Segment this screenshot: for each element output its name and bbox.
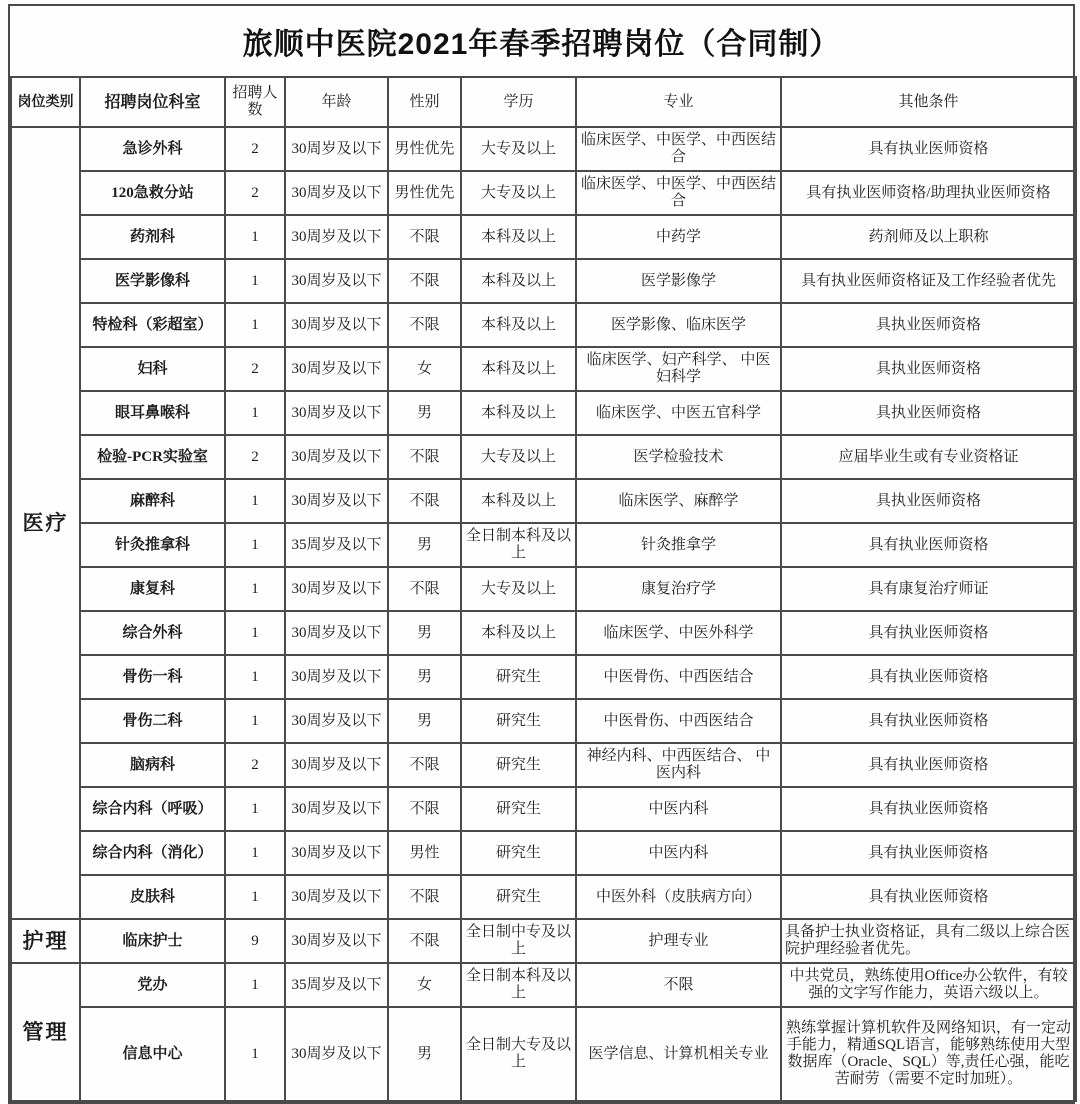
other-cell: 具执业医师资格 <box>781 391 1076 435</box>
education-cell: 本科及以上 <box>461 303 576 347</box>
education-cell: 研究生 <box>461 831 576 875</box>
other-cell: 具有执业医师资格 <box>781 655 1076 699</box>
table-row <box>11 787 1076 831</box>
dept-cell: 党办 <box>80 963 225 1007</box>
dept-cell: 特检科（彩超室） <box>80 303 225 347</box>
table-row <box>11 611 1076 655</box>
age-cell: 30周岁及以下 <box>285 743 388 787</box>
count-cell: 1 <box>225 875 285 919</box>
count-cell: 1 <box>225 831 285 875</box>
count-cell: 1 <box>225 963 285 1007</box>
gender-cell: 不限 <box>388 875 461 919</box>
category-cell: 管理 <box>11 963 80 1101</box>
education-cell: 全日制本科及以上 <box>461 963 576 1007</box>
education-cell: 本科及以上 <box>461 347 576 391</box>
other-cell: 应届毕业生或有专业资格证 <box>781 435 1076 479</box>
table-row <box>11 215 1076 259</box>
education-cell: 全日制大专及以上 <box>461 1007 576 1101</box>
job-table <box>10 76 1077 1102</box>
category-cell: 医疗 <box>11 127 80 919</box>
major-cell: 针灸推拿学 <box>576 523 781 567</box>
education-cell: 研究生 <box>461 787 576 831</box>
dept-cell: 药剂科 <box>80 215 225 259</box>
dept-cell: 信息中心 <box>80 1007 225 1101</box>
other-cell: 具有执业医师资格 <box>781 875 1076 919</box>
major-cell: 医学信息、计算机相关专业 <box>576 1007 781 1101</box>
dept-cell: 综合内科（消化） <box>80 831 225 875</box>
other-cell: 药剂师及以上职称 <box>781 215 1076 259</box>
gender-cell: 男性 <box>388 831 461 875</box>
age-cell: 30周岁及以下 <box>285 127 388 171</box>
other-cell: 具有执业医师资格/助理执业医师资格 <box>781 171 1076 215</box>
table-row <box>11 963 1076 1007</box>
table-row <box>11 743 1076 787</box>
major-cell: 临床医学、麻醉学 <box>576 479 781 523</box>
dept-cell: 120急救分站 <box>80 171 225 215</box>
other-cell: 具有康复治疗师证 <box>781 567 1076 611</box>
age-cell: 30周岁及以下 <box>285 655 388 699</box>
major-cell: 神经内科、中西医结合、 中医内科 <box>576 743 781 787</box>
education-cell: 研究生 <box>461 743 576 787</box>
table-row <box>11 435 1076 479</box>
age-cell: 30周岁及以下 <box>285 699 388 743</box>
other-cell: 具有执业医师资格证及工作经验者优先 <box>781 259 1076 303</box>
gender-cell: 不限 <box>388 215 461 259</box>
gender-cell: 男 <box>388 391 461 435</box>
education-cell: 全日制中专及以上 <box>461 919 576 963</box>
dept-cell: 骨伤一科 <box>80 655 225 699</box>
major-cell: 临床医学、中医外科学 <box>576 611 781 655</box>
education-cell: 大专及以上 <box>461 127 576 171</box>
education-cell: 研究生 <box>461 655 576 699</box>
category-cell: 护理 <box>11 919 80 963</box>
dept-cell: 康复科 <box>80 567 225 611</box>
header-cell: 其他条件 <box>781 77 1076 127</box>
dept-cell: 针灸推拿科 <box>80 523 225 567</box>
gender-cell: 男 <box>388 699 461 743</box>
major-cell: 中医内科 <box>576 787 781 831</box>
dept-cell: 综合外科 <box>80 611 225 655</box>
age-cell: 30周岁及以下 <box>285 391 388 435</box>
table-row <box>11 171 1076 215</box>
gender-cell: 男性优先 <box>388 127 461 171</box>
dept-cell: 医学影像科 <box>80 259 225 303</box>
count-cell: 1 <box>225 259 285 303</box>
other-cell: 具执业医师资格 <box>781 303 1076 347</box>
education-cell: 本科及以上 <box>461 391 576 435</box>
gender-cell: 不限 <box>388 479 461 523</box>
page-title: 旅顺中医院2021年春季招聘岗位（合同制） <box>242 28 841 61</box>
major-cell: 医学影像学 <box>576 259 781 303</box>
header-row <box>11 77 1076 127</box>
other-cell: 具备护士执业资格证，具有二级以上综合医院护理经验者优先。 <box>781 919 1076 963</box>
dept-cell: 妇科 <box>80 347 225 391</box>
age-cell: 30周岁及以下 <box>285 259 388 303</box>
age-cell: 30周岁及以下 <box>285 831 388 875</box>
education-cell: 全日制本科及以上 <box>461 523 576 567</box>
education-cell: 本科及以上 <box>461 611 576 655</box>
gender-cell: 男 <box>388 611 461 655</box>
gender-cell: 男 <box>388 523 461 567</box>
gender-cell: 不限 <box>388 567 461 611</box>
header-cell: 专业 <box>576 77 781 127</box>
gender-cell: 不限 <box>388 919 461 963</box>
table-row <box>11 259 1076 303</box>
gender-cell: 女 <box>388 347 461 391</box>
other-cell: 具执业医师资格 <box>781 347 1076 391</box>
other-cell: 具有执业医师资格 <box>781 127 1076 171</box>
gender-cell: 男 <box>388 655 461 699</box>
age-cell: 30周岁及以下 <box>285 171 388 215</box>
other-cell: 具有执业医师资格 <box>781 611 1076 655</box>
age-cell: 35周岁及以下 <box>285 523 388 567</box>
major-cell: 临床医学、中医学、中西医结合 <box>576 127 781 171</box>
gender-cell: 不限 <box>388 787 461 831</box>
recruitment-sheet <box>8 4 1075 1104</box>
age-cell: 30周岁及以下 <box>285 611 388 655</box>
dept-cell: 综合内科（呼吸） <box>80 787 225 831</box>
table-row <box>11 303 1076 347</box>
count-cell: 1 <box>225 611 285 655</box>
age-cell: 30周岁及以下 <box>285 787 388 831</box>
count-cell: 1 <box>225 479 285 523</box>
table-row <box>11 347 1076 391</box>
age-cell: 35周岁及以下 <box>285 963 388 1007</box>
count-cell: 1 <box>225 567 285 611</box>
count-cell: 2 <box>225 127 285 171</box>
table-row <box>11 919 1076 963</box>
count-cell: 1 <box>225 1007 285 1101</box>
count-cell: 1 <box>225 787 285 831</box>
gender-cell: 女 <box>388 963 461 1007</box>
age-cell: 30周岁及以下 <box>285 479 388 523</box>
major-cell: 中医骨伤、中西医结合 <box>576 655 781 699</box>
header-cell: 年龄 <box>285 77 388 127</box>
dept-cell: 急诊外科 <box>80 127 225 171</box>
table-row <box>11 655 1076 699</box>
education-cell: 研究生 <box>461 875 576 919</box>
count-cell: 1 <box>225 699 285 743</box>
gender-cell: 不限 <box>388 435 461 479</box>
major-cell: 康复治疗学 <box>576 567 781 611</box>
other-cell: 具有执业医师资格 <box>781 831 1076 875</box>
major-cell: 中医外科（皮肤病方向） <box>576 875 781 919</box>
count-cell: 2 <box>225 743 285 787</box>
table-row <box>11 127 1076 171</box>
age-cell: 30周岁及以下 <box>285 215 388 259</box>
dept-cell: 麻醉科 <box>80 479 225 523</box>
dept-cell: 临床护士 <box>80 919 225 963</box>
education-cell: 本科及以上 <box>461 479 576 523</box>
count-cell: 2 <box>225 347 285 391</box>
major-cell: 中医骨伤、中西医结合 <box>576 699 781 743</box>
table-row <box>11 391 1076 435</box>
count-cell: 2 <box>225 171 285 215</box>
count-cell: 2 <box>225 435 285 479</box>
age-cell: 30周岁及以下 <box>285 347 388 391</box>
age-cell: 30周岁及以下 <box>285 875 388 919</box>
other-cell: 熟练掌握计算机软件及网络知识，有一定动手能力，精通SQL语言，能够熟练使用大型数据库（Oracle、SQL）等,责任心强，能吃苦耐劳（需要不定时加班）。 <box>781 1007 1076 1101</box>
table-row <box>11 699 1076 743</box>
header-cell: 岗位类别 <box>11 77 80 127</box>
dept-cell: 皮肤科 <box>80 875 225 919</box>
header-cell: 性别 <box>388 77 461 127</box>
major-cell: 不限 <box>576 963 781 1007</box>
major-cell: 临床医学、中医学、中西医结合 <box>576 171 781 215</box>
other-cell: 具有执业医师资格 <box>781 523 1076 567</box>
count-cell: 1 <box>225 391 285 435</box>
education-cell: 大专及以上 <box>461 171 576 215</box>
age-cell: 30周岁及以下 <box>285 919 388 963</box>
other-cell: 具有执业医师资格 <box>781 699 1076 743</box>
gender-cell: 男 <box>388 1007 461 1101</box>
education-cell: 研究生 <box>461 699 576 743</box>
dept-cell: 检验-PCR实验室 <box>80 435 225 479</box>
count-cell: 1 <box>225 655 285 699</box>
education-cell: 大专及以上 <box>461 567 576 611</box>
count-cell: 9 <box>225 919 285 963</box>
education-cell: 大专及以上 <box>461 435 576 479</box>
age-cell: 30周岁及以下 <box>285 435 388 479</box>
table-row <box>11 523 1076 567</box>
age-cell: 30周岁及以下 <box>285 1007 388 1101</box>
dept-cell: 骨伤二科 <box>80 699 225 743</box>
table-body <box>11 127 1076 1101</box>
gender-cell: 男性优先 <box>388 171 461 215</box>
dept-cell: 眼耳鼻喉科 <box>80 391 225 435</box>
age-cell: 30周岁及以下 <box>285 567 388 611</box>
other-cell: 中共党员，熟练使用Office办公软件，有较强的文字写作能力，英语六级以上。 <box>781 963 1076 1007</box>
other-cell: 具有执业医师资格 <box>781 743 1076 787</box>
gender-cell: 不限 <box>388 743 461 787</box>
table-row <box>11 875 1076 919</box>
major-cell: 医学检验技术 <box>576 435 781 479</box>
major-cell: 中医内科 <box>576 831 781 875</box>
count-cell: 1 <box>225 523 285 567</box>
education-cell: 本科及以上 <box>461 259 576 303</box>
count-cell: 1 <box>225 303 285 347</box>
header-cell: 招聘岗位科室 <box>80 77 225 127</box>
gender-cell: 不限 <box>388 303 461 347</box>
age-cell: 30周岁及以下 <box>285 303 388 347</box>
dept-cell: 脑病科 <box>80 743 225 787</box>
table-row <box>11 831 1076 875</box>
major-cell: 中药学 <box>576 215 781 259</box>
table-row <box>11 1007 1076 1101</box>
major-cell: 临床医学、中医五官科学 <box>576 391 781 435</box>
other-cell: 具有执业医师资格 <box>781 787 1076 831</box>
table-row <box>11 479 1076 523</box>
other-cell: 具执业医师资格 <box>781 479 1076 523</box>
header-cell: 学历 <box>461 77 576 127</box>
table-row <box>11 567 1076 611</box>
major-cell: 临床医学、妇产科学、 中医妇科学 <box>576 347 781 391</box>
header-cell: 招聘人数 <box>225 77 285 127</box>
major-cell: 医学影像、临床医学 <box>576 303 781 347</box>
count-cell: 1 <box>225 215 285 259</box>
gender-cell: 不限 <box>388 259 461 303</box>
major-cell: 护理专业 <box>576 919 781 963</box>
education-cell: 本科及以上 <box>461 215 576 259</box>
